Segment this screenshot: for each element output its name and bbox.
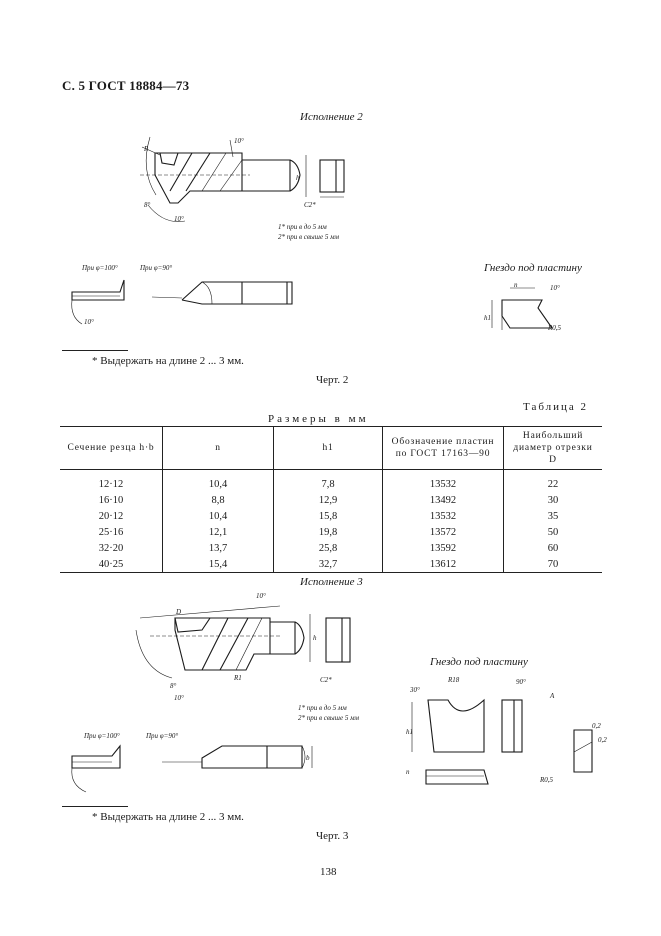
size-note-2: 2* при в свыше 5 мм	[278, 233, 340, 241]
cell-section: 32·20	[98, 542, 124, 554]
drawing-ispolnenie-2-main	[130, 125, 370, 250]
drawing-ispolnenie-3-views	[62, 730, 322, 802]
cell-plate: 13572	[383, 524, 504, 540]
page-header: С. 5 ГОСТ 18884—73	[62, 78, 190, 93]
footnote-1: * Выдержать на длине 2 ... 3 мм.	[92, 355, 244, 367]
cell-n: 10,4	[163, 470, 274, 493]
cell-n: 8,8	[163, 492, 274, 508]
page-number: 138	[320, 866, 337, 878]
nest1-angle: 10°	[550, 284, 560, 292]
nest2-r18: R18	[448, 676, 460, 684]
label-r: R	[144, 145, 149, 153]
table-row	[60, 524, 602, 540]
table-row	[60, 508, 602, 524]
cell-n: 13,7	[163, 540, 274, 556]
label-c2: C2*	[304, 201, 316, 209]
chert-3: Черт. 3	[316, 830, 349, 842]
nest2-a90: 90°	[516, 678, 526, 686]
dim-h: h	[296, 174, 300, 182]
cell-plate: 13612	[383, 556, 504, 573]
drawing-ispolnenie-2-views	[62, 262, 322, 334]
drawing-ispolnenie-3-main	[130, 590, 390, 722]
cell-plate: 13592	[383, 540, 504, 556]
th-n: n	[163, 427, 274, 470]
cell-section: 20·12	[98, 510, 124, 522]
drawing-nest-1	[480, 278, 590, 338]
cell-diameter: 50	[504, 524, 603, 540]
dim-h-3: h	[313, 634, 317, 642]
table-row	[60, 556, 602, 573]
cell-h1: 19,8	[274, 524, 383, 540]
cell-section: 25·16	[98, 526, 124, 538]
cell-h1: 12,9	[274, 492, 383, 508]
nest2-v02b: 0,2	[598, 736, 607, 744]
size-note-1: 1* при в до 5 мм	[278, 223, 327, 231]
cell-n: 10,4	[163, 508, 274, 524]
label-phi-100: При φ=100°	[82, 264, 118, 272]
nest1-r: R0,5	[548, 324, 562, 332]
th-plate: Обозначение пластин по ГОСТ 17163—90	[383, 427, 504, 470]
dim-b: b	[306, 754, 310, 762]
nest2-a30: 30°	[410, 686, 420, 694]
label-angle-top-3: 10°	[256, 592, 266, 600]
table-row	[60, 492, 602, 508]
cell-diameter: 70	[504, 556, 603, 573]
nest2-h1: h1	[406, 728, 413, 736]
cell-plate: 13532	[383, 470, 504, 493]
label-phi-90: При φ=90°	[140, 264, 173, 272]
cell-diameter: 35	[504, 508, 603, 524]
label-a2: 10°	[174, 215, 184, 223]
nest1-n: n	[514, 281, 518, 289]
nest2-n: n	[406, 768, 410, 776]
cell-section: 40·25	[60, 556, 163, 573]
cell-section: 16·10	[98, 494, 124, 506]
size-note-1-3: 1* при в до 5 мм	[298, 704, 347, 712]
dimensions-table	[60, 426, 602, 573]
cell-h1: 32,7	[274, 556, 383, 573]
label-r1: R1	[234, 674, 242, 682]
cell-section: 12·12	[98, 478, 124, 490]
cell-h1: 15,8	[274, 508, 383, 524]
cell-diameter: 22	[504, 470, 603, 493]
th-diameter: Наибольший диаметр отрезки D	[504, 427, 603, 470]
nest2-a-letter: A	[550, 692, 555, 700]
label-phi-90-3: При φ=90°	[146, 732, 179, 740]
cell-h1: 25,8	[274, 540, 383, 556]
table-units: Размеры в мм	[268, 413, 369, 425]
cell-plate: 13492	[383, 492, 504, 508]
nest1-h1: h1	[484, 314, 491, 322]
drawing-nest-2	[404, 672, 614, 794]
label-a3: 10°	[84, 318, 94, 326]
label-phi-100-3: При φ=100°	[84, 732, 120, 740]
nest2-v02a: 0,2	[592, 722, 601, 730]
footnote-rule-1	[62, 350, 128, 351]
label-a1-3: 8°	[170, 682, 177, 690]
table-label: Таблица 2	[523, 401, 589, 413]
caption-ispolnenie-2: Исполнение 2	[300, 111, 363, 123]
footnote-rule-2	[62, 806, 128, 807]
label-a1: 8°	[144, 201, 151, 209]
caption-nest-2: Гнездо под пластину	[430, 656, 528, 668]
th-h1: h1	[274, 427, 383, 470]
table-row	[60, 470, 602, 493]
dim-d: D	[176, 608, 182, 616]
th-section: Сечение резца h·b	[60, 427, 163, 470]
chert-2: Черт. 2	[316, 374, 349, 386]
footnote-2: * Выдержать на длине 2 ... 3 мм.	[92, 811, 244, 823]
table-row	[60, 540, 602, 556]
cell-n: 12,1	[163, 524, 274, 540]
label-a2-3: 10°	[174, 694, 184, 702]
caption-nest-1: Гнездо под пластину	[484, 262, 582, 274]
cell-plate: 13532	[383, 508, 504, 524]
cell-diameter: 60	[504, 540, 603, 556]
cell-n: 15,4	[163, 556, 274, 573]
cell-diameter: 30	[504, 492, 603, 508]
label-c2-3: C2*	[320, 676, 332, 684]
table-header-row	[60, 427, 602, 470]
cell-h1: 7,8	[274, 470, 383, 493]
nest2-r05: R0,5	[540, 776, 554, 784]
size-note-2-3: 2* при в свыше 5 мм	[298, 714, 360, 722]
label-angle-top: 10°	[234, 137, 244, 145]
caption-ispolnenie-3: Исполнение 3	[300, 576, 363, 588]
